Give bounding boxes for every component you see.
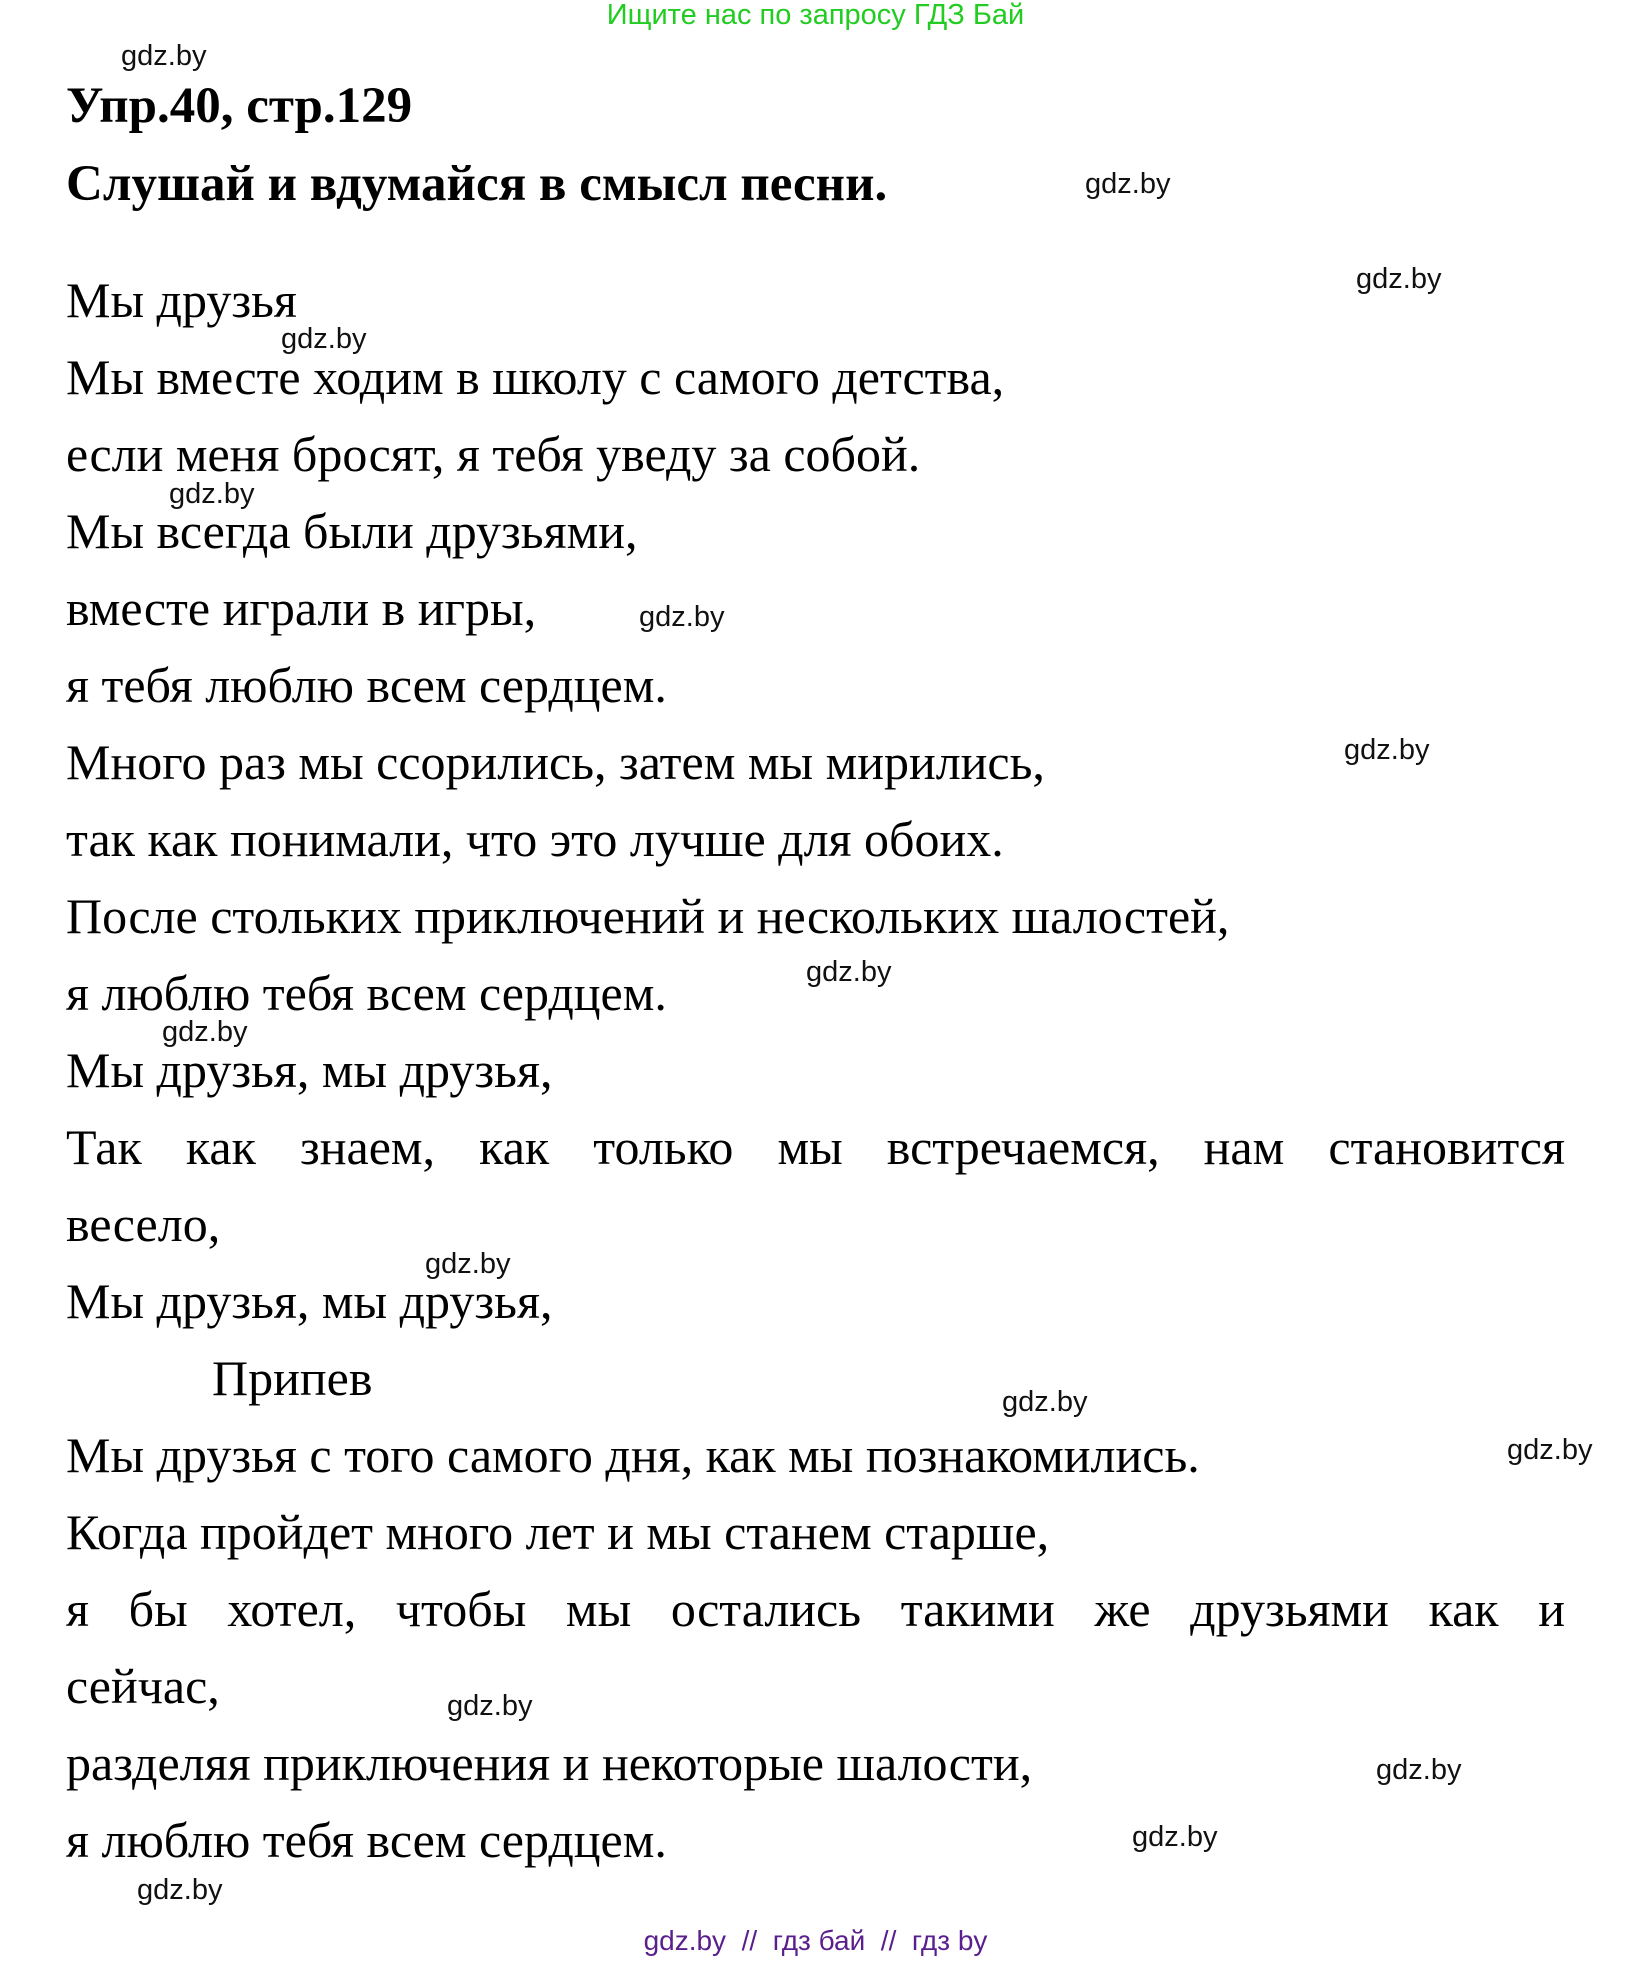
bottom-banner[interactable]: gdz.by // гдз бай // гдз by <box>643 1925 988 1956</box>
watermark: gdz.by <box>162 1016 248 1048</box>
song-line: так как понимали, что это лучше для обоих. <box>66 811 1004 867</box>
watermark: gdz.by <box>137 1874 223 1906</box>
song-line: Мы друзья с того самого дня, как мы познакомились. <box>66 1427 1200 1483</box>
watermark: gdz.by <box>1344 734 1430 766</box>
chorus-label: Припев <box>212 1350 373 1406</box>
top-banner[interactable]: Ищите нас по запросу ГДЗ Бай <box>606 0 1025 31</box>
song-line: если меня бросят, я тебя уведу за собой. <box>66 426 921 482</box>
exercise-instruction: Слушай и вдумайся в смысл песни. <box>66 156 888 212</box>
watermark: gdz.by <box>1002 1386 1088 1418</box>
watermark: gdz.by <box>169 478 255 510</box>
song-line: я тебя люблю всем сердцем. <box>66 657 667 713</box>
song-line: Мы друзья, мы друзья, <box>66 1042 553 1098</box>
exercise-title: Упр.40, стр.129 <box>66 78 413 134</box>
watermark: gdz.by <box>1376 1754 1462 1786</box>
song-line: Много раз мы ссорились, затем мы мирились, <box>66 734 1045 790</box>
song-line: я люблю тебя всем сердцем. <box>66 965 667 1021</box>
watermark: gdz.by <box>1356 263 1442 295</box>
watermark: gdz.by <box>1132 1821 1218 1853</box>
watermark: gdz.by <box>281 323 367 355</box>
song-line: сейчас, <box>66 1658 220 1714</box>
song-line: После стольких приключений и нескольких шалостей, <box>66 888 1230 944</box>
watermark: gdz.by <box>806 956 892 988</box>
song-line: Мы друзья, мы друзья, <box>66 1273 553 1329</box>
watermark: gdz.by <box>1085 168 1171 200</box>
watermark: gdz.by <box>121 40 207 72</box>
watermark: gdz.by <box>447 1690 533 1722</box>
watermark: gdz.by <box>639 601 725 633</box>
song-line: я бы хотел, чтобы мы остались такими же друзьями как и <box>66 1581 1565 1637</box>
song-line: весело, <box>66 1196 221 1252</box>
song-line: Так как знаем, как только мы встречаемся, нам становится <box>66 1119 1565 1175</box>
song-line: Когда пройдет много лет и мы станем старше, <box>66 1504 1050 1560</box>
song-line: Мы всегда были друзьями, <box>66 503 638 559</box>
song-line: я люблю тебя всем сердцем. <box>66 1812 667 1868</box>
song-line: разделяя приключения и некоторые шалости, <box>66 1735 1033 1791</box>
song-line: Мы друзья <box>66 272 297 328</box>
song-line: Мы вместе ходим в школу с самого детства, <box>66 349 1005 405</box>
watermark: gdz.by <box>425 1248 511 1280</box>
watermark: gdz.by <box>1507 1434 1593 1466</box>
song-line: вместе играли в игры, <box>66 580 537 636</box>
